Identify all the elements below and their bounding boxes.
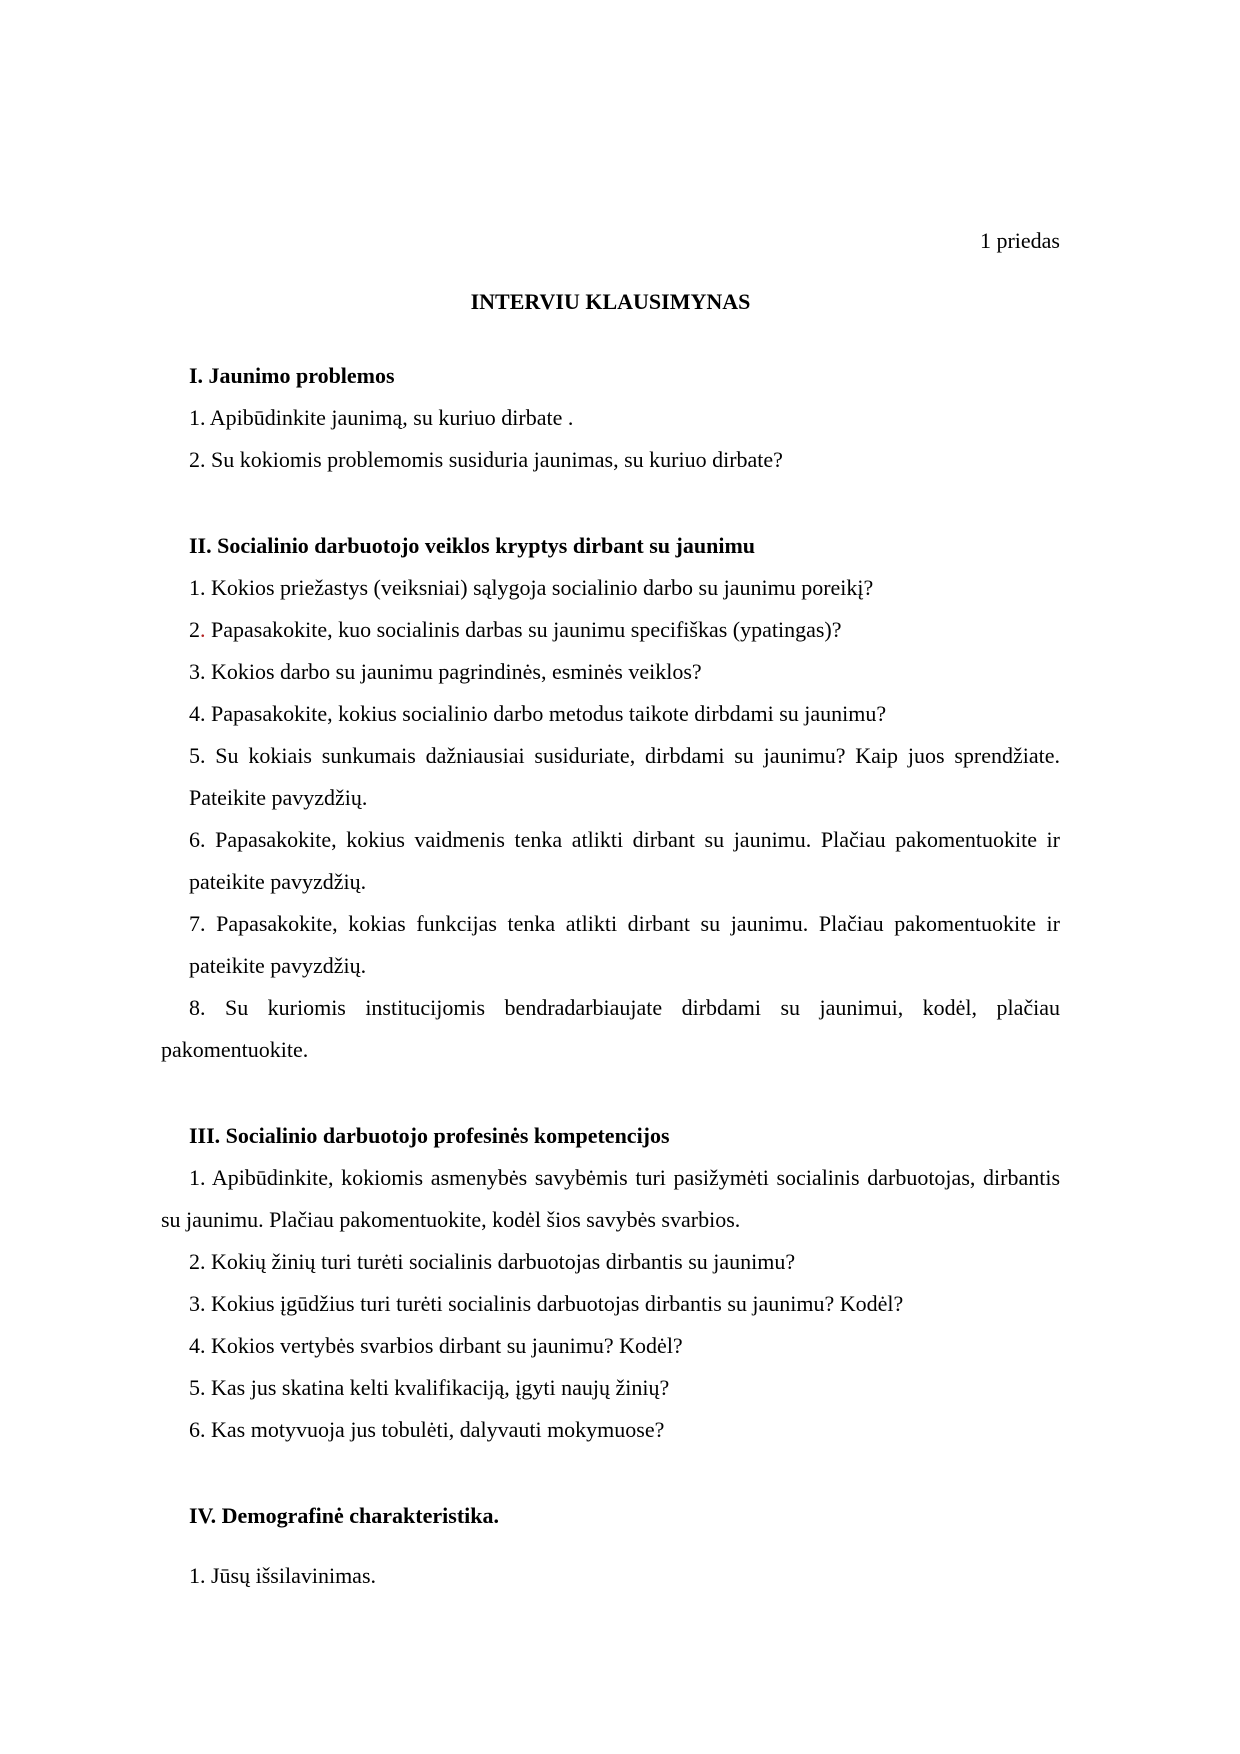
question-item: 2. Su kokiomis problemomis susiduria jaunimas, su kuriuo dirbate? [189,447,783,472]
question-item: 6. Papasakokite, kokius vaidmenis tenka atlikti dirbant su jaunimu. Plačiau pakomentuokite ir pateikite pavyzdžių. [189,827,1060,894]
question-item: 6. Kas motyvuoja jus tobulėti, dalyvauti mokymuose? [189,1417,665,1442]
appendix-label: 1 priedas [979,228,1060,253]
section-heading: IV. Demografinė charakteristika. [189,1503,499,1528]
question-item: 1. Apibūdinkite, kokiomis asmenybės savybėmis turi pasižymėti socialinis darbuotojas, dirbantis su jaunimu. Plačiau pakomentuokite, kodėl šios savybės svarbios. [161,1165,1060,1232]
question-item: 1. Jūsų išsilavinimas. [189,1563,377,1588]
question-item [189,609,1060,651]
question-item: 3. Kokius įgūdžius turi turėti socialinis darbuotojas dirbantis su jaunimu? Kodėl? [189,1291,904,1316]
section-jaunimo-problemos [161,355,1060,481]
section-heading: II. Socialinio darbuotojo veiklos kryptys dirbant su jaunimu [189,533,756,558]
document-title: INTERVIU KLAUSIMYNAS [470,289,751,314]
question-item: 3. Kokios darbo su jaunimu pagrindinės, esminės veiklos? [189,659,702,684]
question-item: 4. Papasakokite, kokius socialinio darbo metodus taikote dirbdami su jaunimu? [189,701,887,726]
question-text: Papasakokite, kuo socialinis darbas su jaunimu specifiškas (ypatingas)? [211,617,842,642]
question-item: 8. Su kuriomis institucijomis bendradarbiaujate dirbdami su jaunimui, kodėl, plačiau pakomentuokite. [161,995,1060,1062]
question-item: 2. Kokių žinių turi turėti socialinis darbuotojas dirbantis su jaunimu? [189,1249,796,1274]
section-heading: I. Jaunimo problemos [189,363,395,388]
section-heading: III. Socialinio darbuotojo profesinės kompetencijos [189,1123,670,1148]
question-item: 5. Kas jus skatina kelti kvalifikaciją, įgyti naujų žinių? [189,1375,670,1400]
section-demografine-charakteristika [161,1495,1060,1597]
section-profesines-kompetencijos [161,1115,1060,1451]
red-period: . [200,617,206,642]
section-veiklos-kryptys [161,525,1060,1071]
question-item: 5. Su kokiais sunkumais dažniausiai susiduriate, dirbdami su jaunimu? Kaip juos sprendžiate. Pateikite pavyzdžių. [189,743,1060,810]
question-number: 2 [189,617,200,642]
question-item: 7. Papasakokite, kokias funkcijas tenka atlikti dirbant su jaunimu. Plačiau pakomentuokite ir pateikite pavyzdžių. [189,911,1060,978]
question-item: 1. Apibūdinkite jaunimą, su kuriuo dirbate . [189,405,574,430]
question-item: 1. Kokios priežastys (veiksniai) sąlygoja socialinio darbo su jaunimu poreikį? [189,575,874,600]
question-item: 4. Kokios vertybės svarbios dirbant su jaunimu? Kodėl? [189,1333,683,1358]
